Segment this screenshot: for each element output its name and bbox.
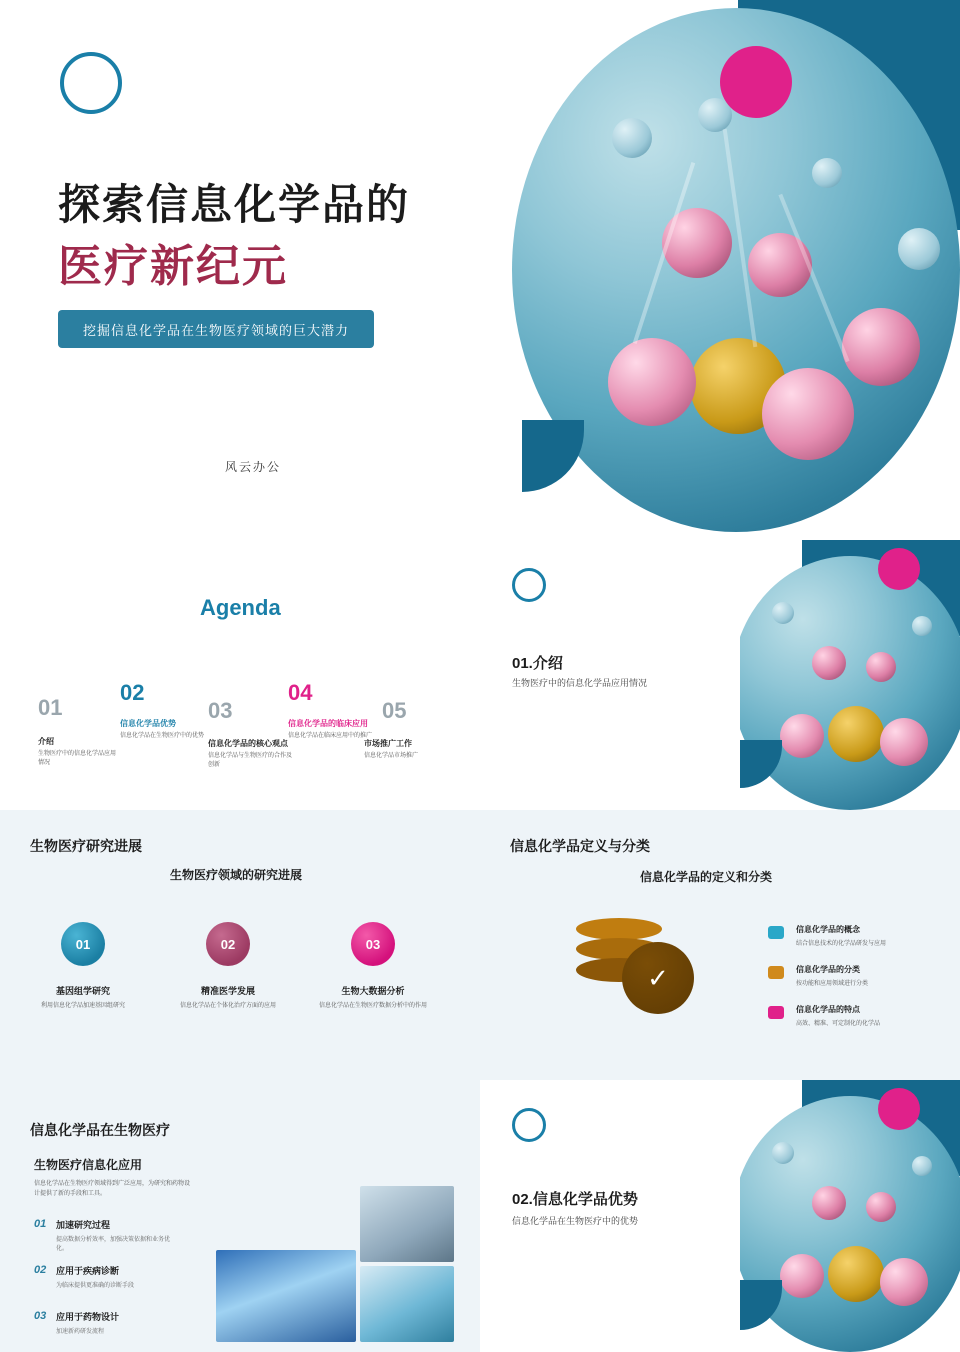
lab-photo-tubes xyxy=(216,1250,356,1342)
step-desc-03: 信息化学品在生物医疗数据分析中的作用 xyxy=(318,1003,427,1009)
bullet-icon-1 xyxy=(768,926,784,939)
item-number-02: 02 xyxy=(34,1264,47,1276)
bullet-title-1: 信息化学品的概念 xyxy=(796,925,860,934)
slide5-title: 信息化学品定义与分类 xyxy=(510,838,650,854)
subtitle-banner: 挖掘信息化学品在生物医疗领域的巨大潜力 xyxy=(58,310,374,348)
molecule-core xyxy=(828,706,884,762)
agenda-number-01: 01 xyxy=(38,695,63,720)
step-circle-02 xyxy=(206,922,250,966)
bullet-desc-1: 结合信息技术的化学品研发与应用 xyxy=(796,941,887,947)
slide5-subtitle: 信息化学品的定义和分类 xyxy=(640,870,773,884)
molecule-sphere xyxy=(608,338,696,426)
agenda-desc-03: 信息化学品与生物医疗的合作及创新 xyxy=(208,753,293,768)
item-title-02: 应用于疾病诊断 xyxy=(56,1266,120,1276)
page-title-line1: 探索信息化学品的 xyxy=(58,181,411,228)
molecule-sphere xyxy=(748,233,812,297)
section-subtitle: 信息化学品在生物医疗中的优势 xyxy=(512,1216,639,1226)
item-number-01: 01 xyxy=(34,1218,47,1230)
item-title-03: 应用于药物设计 xyxy=(56,1312,120,1322)
step-circle-01 xyxy=(61,922,105,966)
item-desc-01: 提高数据分析效率，加强决策依据和业务优化。 xyxy=(56,1237,171,1252)
molecule-sphere-small xyxy=(912,1156,932,1176)
bullet-title-3: 信息化学品的特点 xyxy=(796,1005,860,1014)
molecule-sphere xyxy=(780,1254,824,1298)
agenda-heading-01: 介绍 xyxy=(38,737,54,746)
step-label-02: 精准医学发展 xyxy=(200,986,255,996)
item-desc-03: 加速新药研发流程 xyxy=(56,1329,105,1335)
lab-photo-gloves xyxy=(360,1266,454,1342)
molecule-sphere-small xyxy=(772,1142,794,1164)
agenda-number-05: 05 xyxy=(382,698,407,723)
agenda-desc-05: 信息化学品市场推广 xyxy=(364,753,419,759)
item-title-01: 加速研究过程 xyxy=(56,1220,111,1230)
decorative-pink-circle xyxy=(878,1088,920,1130)
logo-ring-icon xyxy=(512,568,546,602)
bullet-desc-3: 高效、精准、可定制化的化学品 xyxy=(796,1021,881,1027)
step-desc-02: 信息化学品在个体化治疗方面的应用 xyxy=(179,1003,276,1009)
step-number-01: 01 xyxy=(75,936,91,952)
molecule-sphere xyxy=(866,652,896,682)
slide-section-01 xyxy=(480,540,960,810)
agenda-title: Agenda xyxy=(200,595,281,620)
slide6-paragraph: 信息化学品在生物医疗领域得到广泛应用，为研究和药物设计提供了新的手段和工具。 xyxy=(34,1181,191,1197)
molecule-sphere-small xyxy=(612,118,652,158)
section-title: 02.信息化学品优势 xyxy=(512,1191,638,1208)
author-label: 风云办公 xyxy=(225,460,282,474)
agenda-heading-04: 信息化学品的临床应用 xyxy=(288,719,368,728)
bullet-desc-2: 按功能和应用领域进行分类 xyxy=(796,981,869,987)
agenda-number-02: 02 xyxy=(120,680,145,705)
logo-ring-icon xyxy=(512,1108,546,1142)
step-label-01: 基因组学研究 xyxy=(55,986,110,996)
slide6-title: 信息化学品在生物医疗 xyxy=(30,1122,170,1138)
molecule-sphere xyxy=(880,718,928,766)
molecule-sphere-small xyxy=(812,158,842,188)
bullet-icon-2 xyxy=(768,966,784,979)
molecule-core xyxy=(828,1246,884,1302)
molecule-sphere xyxy=(812,646,846,680)
step-circle-03 xyxy=(351,922,395,966)
molecule-sphere xyxy=(812,1186,846,1220)
agenda-heading-03: 信息化学品的核心观点 xyxy=(208,739,288,748)
agenda-number-04: 04 xyxy=(288,680,313,705)
item-number-03: 03 xyxy=(34,1310,47,1322)
slide-biomedical-application xyxy=(0,1080,480,1352)
slide4-subtitle: 生物医疗领域的研究进展 xyxy=(170,868,303,882)
molecule-sphere xyxy=(866,1192,896,1222)
step-desc-01: 利用信息化学品加速基因组研究 xyxy=(40,1003,125,1009)
molecule-sphere xyxy=(780,714,824,758)
bullet-icon-3 xyxy=(768,1006,784,1019)
slide-section-02 xyxy=(480,1080,960,1352)
coin-top xyxy=(576,918,662,940)
molecule-sphere-small xyxy=(772,602,794,624)
step-number-02: 02 xyxy=(220,936,236,952)
slide6-subtitle: 生物医疗信息化应用 xyxy=(34,1158,143,1172)
page-title-line2: 医疗新纪元 xyxy=(58,242,288,291)
decorative-pink-circle xyxy=(878,548,920,590)
check-badge-icon: ✓ xyxy=(622,942,694,1014)
slide7-artwork xyxy=(740,1080,960,1352)
section-title: 01.介绍 xyxy=(512,655,563,672)
decorative-pink-circle xyxy=(720,46,792,118)
agenda-desc-04: 信息化学品在临床应用中的推广 xyxy=(288,733,373,739)
slide1-artwork xyxy=(498,0,960,540)
slide-title xyxy=(0,0,960,540)
molecule-sphere-small xyxy=(898,228,940,270)
step-label-03: 生物大数据分析 xyxy=(341,986,405,996)
molecule-sphere xyxy=(762,368,854,460)
step-number-03: 03 xyxy=(365,936,381,952)
decorative-blue-quarter xyxy=(522,420,584,492)
logo-ring-icon xyxy=(60,52,122,114)
molecule-sphere-small xyxy=(912,616,932,636)
slide-agenda xyxy=(0,540,480,810)
slide3-artwork xyxy=(740,540,960,810)
molecule-sphere xyxy=(880,1258,928,1306)
item-desc-02: 为临床提供更准确的诊断手段 xyxy=(56,1283,135,1289)
molecule-sphere xyxy=(842,308,920,386)
agenda-desc-01: 生物医疗中的信息化学品应用情况 xyxy=(38,751,117,766)
section-subtitle: 生物医疗中的信息化学品应用情况 xyxy=(512,678,648,688)
agenda-desc-02: 信息化学品在生物医疗中的优势 xyxy=(120,733,205,739)
slide-research-progress xyxy=(0,810,480,1080)
slide-definition-classification xyxy=(480,810,960,1080)
agenda-heading-05: 市场推广工作 xyxy=(364,739,412,748)
lab-photo-equipment xyxy=(360,1186,454,1262)
agenda-heading-02: 信息化学品优势 xyxy=(120,719,176,728)
agenda-number-03: 03 xyxy=(208,698,233,723)
slide4-title: 生物医疗研究进展 xyxy=(30,838,142,854)
bullet-title-2: 信息化学品的分类 xyxy=(796,965,860,974)
